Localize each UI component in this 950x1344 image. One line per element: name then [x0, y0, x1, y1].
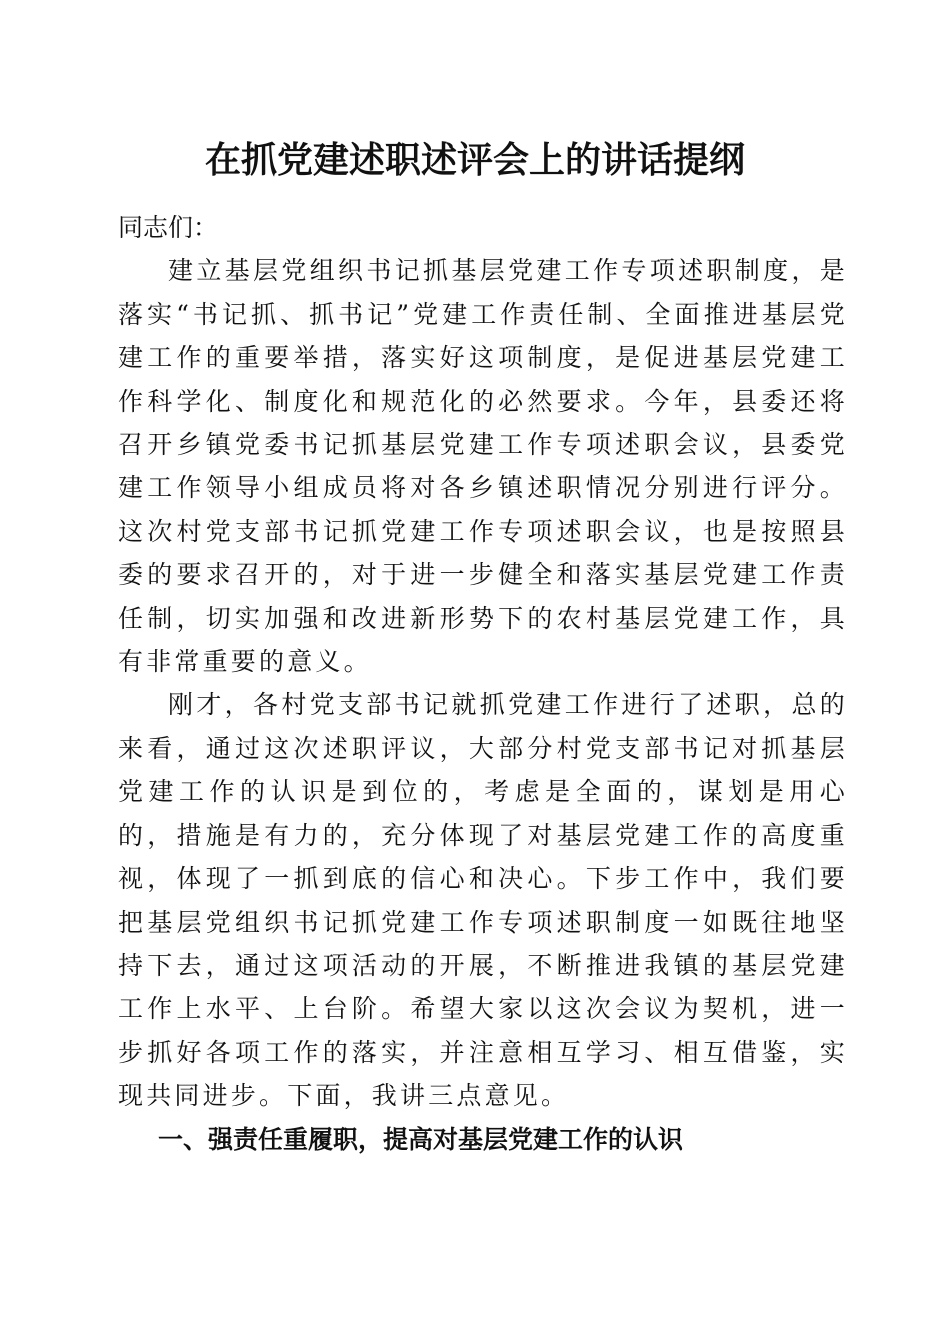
paragraph-1: 建立基层党组织书记抓基层党建工作专项述职制度，是落实“书记抓、抓书记”党建工作责任制、全面推进基层党建工作的重要举措，落实好这项制度，是促进基层党建工作科学化、制度化和规范化的必然要求。今年，县委还将召开乡镇党委书记抓基层党建工作专项述职会议，县委党建工作领导小组成员将对各乡镇述职情况分别进行评分。这次村党支部书记抓党建工作专项述职会议，也是按照县委的要求召开的，对于进一步健全和落实基层党建工作责任制，切实加强和改进新形势下的农村基层党建工作，具有非常重要的意义。 [118, 256, 848, 677]
salutation: 同志们： [118, 213, 219, 242]
section-heading-1: 一、强责任重履职，提高对基层党建工作的认识 [158, 1124, 684, 1154]
document-title: 在抓党建述职述评会上的讲话提纲 [204, 139, 745, 181]
paragraph-2: 刚才，各村党支部书记就抓党建工作进行了述职，总的来看，通过这次述职评议，大部分村党支部书记对抓基层党建工作的认识是到位的，考虑是全面的，谋划是用心的，措施是有力的，充分体现了对基层党建工作的高度重视，体现了一抓到底的信心和决心。下步工作中，我们要把基层党组织书记抓党建工作专项述职制度一如既往地坚持下去，通过这项活动的开展，不断推进我镇的基层党建工作上水平、上台阶。希望大家以这次会议为契机，进一步抓好各项工作的落实，并注意相互学习、相互借鉴，实现共同进步。下面，我讲三点意见。 [118, 690, 848, 1111]
document-body [118, 206, 848, 1161]
